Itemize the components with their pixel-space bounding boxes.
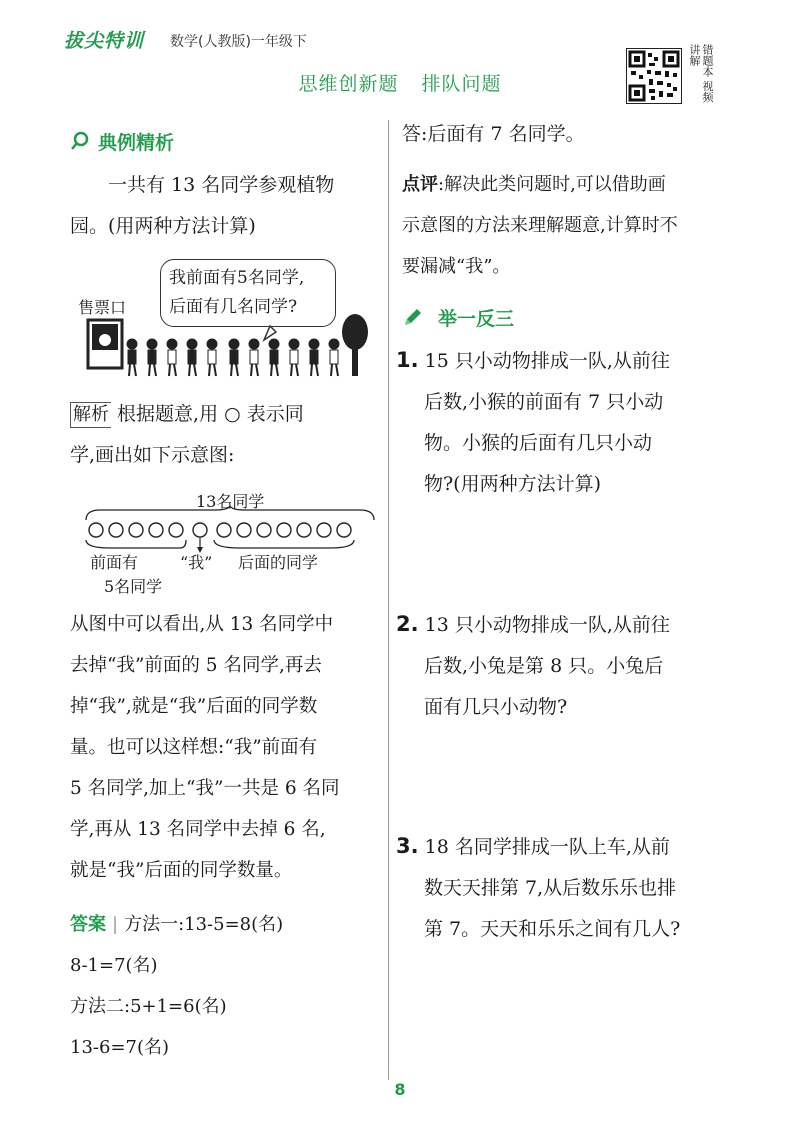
answer-line: 13-6=7(名): [70, 1037, 170, 1058]
explanation-paragraph: [70, 604, 386, 891]
qr-code[interactable]: [626, 48, 682, 104]
diagram-front-label-2: 5名同学: [104, 577, 163, 596]
para-line: 去掉“我”前面的 5 名同学,再去: [70, 655, 322, 676]
magnifier-icon: [70, 131, 90, 156]
question-1: [396, 340, 726, 505]
book-title: 数学(人教版)一年级下: [170, 34, 307, 50]
analysis-text: 根据题意,用 ○ 表示同: [117, 403, 304, 425]
bubble-line: 后面有几名同学?: [169, 297, 298, 317]
comment-block: [402, 164, 722, 287]
para-line: 从图中可以看出,从 13 名同学中: [70, 614, 334, 635]
section-title: 举一反三: [438, 308, 515, 330]
page-number: 8: [394, 1080, 406, 1099]
para-line: 5 名同学,加上“我”一共是 6 名同: [70, 778, 340, 799]
comment-tag: 点评: [402, 174, 438, 195]
diagram-back-label: 后面的同学: [238, 553, 319, 572]
comment-text: 示意图的方法来理解题意,计算时不: [402, 215, 678, 236]
question-line: 15 只小动物排成一队,从前往: [424, 350, 670, 372]
question-line: 18 名同学排成一队上车,从前: [424, 836, 670, 858]
column-divider: [388, 120, 389, 1080]
question-line: 物?(用两种方法计算): [424, 473, 602, 495]
bubble-line: 我前面有5名同学,: [169, 268, 305, 288]
question-line: 后数,小猴的前面有 7 只小动: [424, 391, 664, 413]
analysis-tag: 解析: [70, 402, 111, 428]
queue-illustration: [80, 310, 370, 385]
example-problem: [70, 165, 380, 247]
diagram-me-label: “我”: [180, 553, 213, 572]
question-line: 物。小猴的后面有几只小动: [424, 432, 653, 454]
answer-continued: 答:后面有 7 名同学。: [402, 123, 585, 145]
answer-line: 方法二:5+1=6(名): [70, 996, 227, 1017]
question-line: 13 只小动物排成一队,从前往: [424, 614, 670, 636]
diagram-front-label: 前面有: [90, 553, 139, 572]
answer-line: 8-1=7(名): [70, 955, 158, 976]
question-line: 后数,小兔是第 8 只。小兔后: [424, 655, 664, 677]
question-3: [396, 826, 726, 950]
para-line: 就是“我”后面的同学数量。: [70, 860, 293, 881]
answer-tag: 答案: [70, 914, 106, 935]
question-number: 3.: [396, 834, 419, 858]
comment-text: :解决此类问题时,可以借助画: [438, 174, 666, 195]
section-practice-heading: [402, 304, 514, 333]
question-line: 数天天排第 7,从后数乐乐也排: [424, 877, 677, 899]
question-line: 面有几只小动物?: [424, 696, 568, 718]
title-topic: 排队问题: [421, 73, 502, 95]
problem-line: 园。(用两种方法计算): [70, 215, 256, 237]
question-line: 第 7。天天和乐乐之间有几人?: [424, 918, 681, 940]
diagram-total-label: 13名同学: [196, 492, 265, 511]
brand-logo: 拔尖特训: [64, 30, 145, 52]
question-number: 1.: [396, 348, 419, 372]
answer-line: 方法一:13-5=8(名): [124, 914, 284, 935]
analysis-block: [70, 394, 380, 476]
qr-label: 错题本 视频讲解: [688, 44, 714, 103]
comment-text: 要漏减“我”。: [402, 256, 511, 277]
problem-line: 一共有 13 名同学参观植物: [108, 174, 335, 196]
question-number: 2.: [396, 612, 419, 636]
pencil-icon: [402, 306, 424, 333]
answer-block: 答案 | 方法一:13-5=8(名) 8-1=7(名) 方法二:5+1=6(名) 13-6=7(名): [70, 904, 380, 1068]
para-line: 量。也可以这样想:“我”前面有: [70, 737, 318, 758]
para-line: 学,再从 13 名同学中去掉 6 名,: [70, 819, 326, 840]
ticket-office-label: 售票口: [78, 298, 127, 317]
title-category: 思维创新题: [298, 73, 399, 95]
analysis-text: 学,画出如下示意图:: [70, 444, 235, 466]
section-title: 典例精析: [98, 132, 175, 154]
para-line: 掉“我”,就是“我”后面的同学数: [70, 696, 318, 717]
question-2: [396, 604, 726, 728]
circle-diagram: [80, 506, 380, 556]
section-example-heading: [70, 128, 174, 156]
